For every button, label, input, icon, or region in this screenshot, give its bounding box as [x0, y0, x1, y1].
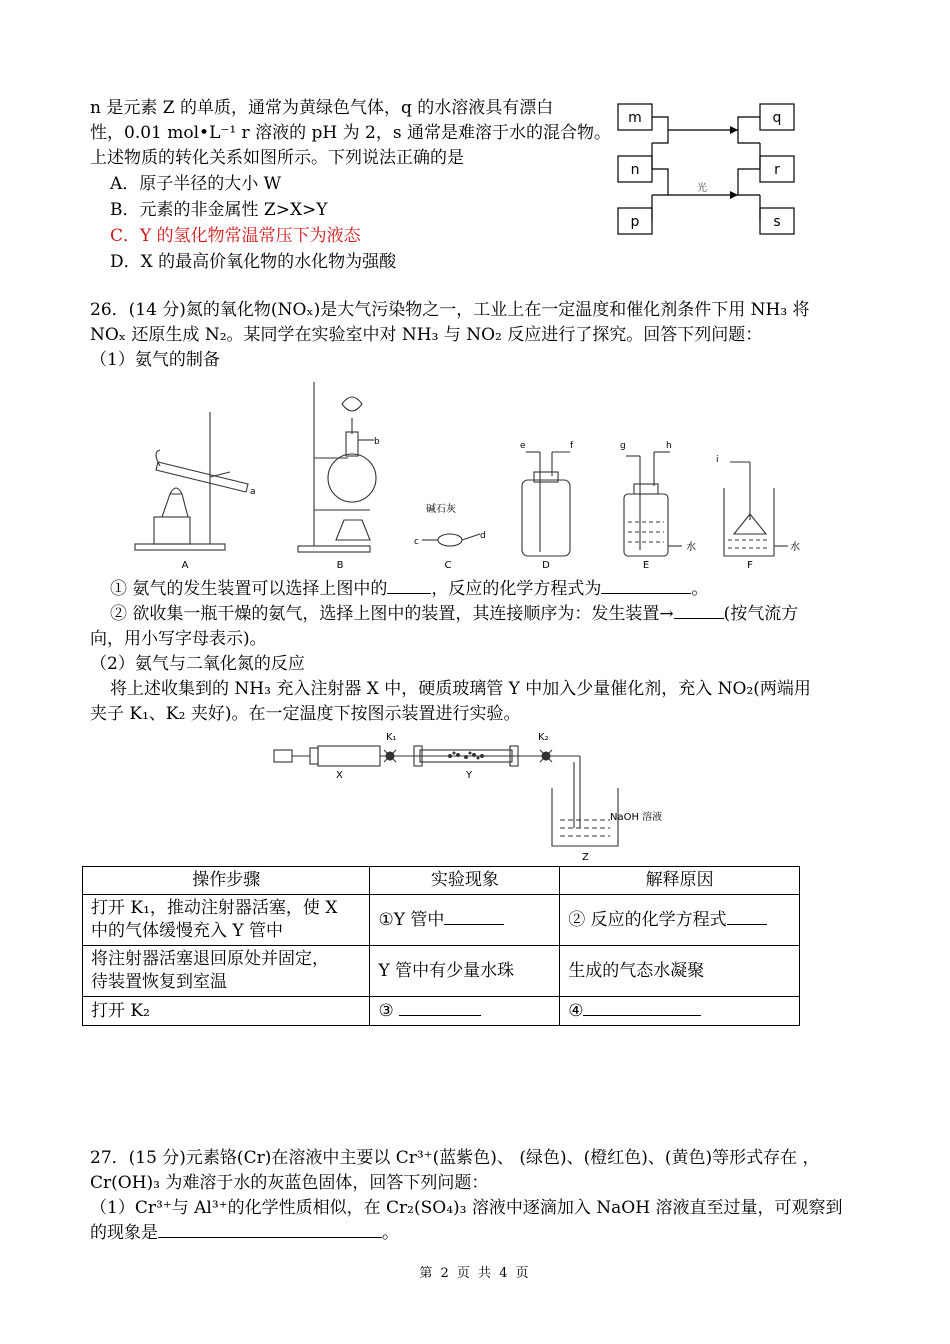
naoh-label: NaOH 溶液 [610, 812, 663, 823]
table-cell: 生成的气态水凝聚 [560, 946, 800, 997]
q26-s1b-text: ，反应的化学方程式为 [431, 579, 602, 599]
blank-1[interactable] [387, 577, 431, 594]
cell-text: ② 反应的化学方程式 [568, 910, 727, 930]
q27-line-4 [90, 1221, 399, 1245]
q27-line-4b-text: 。 [382, 1223, 399, 1243]
port-d: d [480, 531, 486, 541]
port-i: i [716, 455, 719, 465]
water-label-f: 水 [790, 542, 800, 553]
y-label: Y [466, 770, 473, 781]
blank-2[interactable] [601, 577, 691, 594]
water-label-e: 水 [686, 542, 696, 553]
table-cell [370, 895, 560, 946]
q27-line-1: 27．(15 分)元素铬(Cr)在溶液中主要以 Cr³⁺(蓝紫色)、 (绿色)、(橙红色)、(黄色)等形式存在 ， [90, 1148, 820, 1168]
q25-line-3: 上述物质的转化关系如图所示。下列说法正确的是 [90, 148, 464, 168]
q25-line-1: n 是元素 Z 的单质，通常为黄绿色气体，q 的水溶液具有漂白 [90, 98, 554, 118]
box-q: q [772, 110, 782, 126]
blank-5[interactable] [727, 908, 767, 925]
q26-s1-text: ① 氨气的发生装置可以选择上图中的 [110, 579, 388, 599]
x-label: X [336, 770, 343, 781]
table-header: 实验现象 [370, 867, 560, 895]
cell-text: ①Y 管中 [378, 910, 445, 930]
port-e: e [520, 441, 526, 451]
port-g: g [620, 441, 626, 451]
q27-line-3: （1）Cr³⁺与 Al³⁺的化学性质相似，在 Cr₂(SO₄)₃ 溶液中逐滴加入 NaOH 溶液直至过量，可观察到 [90, 1198, 843, 1218]
page-footer: 第 2 页 共 4 页 [419, 1266, 531, 1281]
q26-s2-text: ② 欲收集一瓶干燥的氨气，选择上图中的装置，其连接顺序为：发生装置→ [110, 604, 674, 624]
q26-s2c: 向，用小写字母表示)。 [90, 629, 267, 649]
cell-text: ③ [378, 1001, 394, 1021]
port-c: c [414, 537, 419, 547]
cell-text: 打开 K₁，推动注射器活塞，使 X [91, 898, 338, 918]
q26-part-2: （2）氨气与二氧化氮的反应 [90, 654, 305, 674]
box-s: s [773, 214, 781, 230]
q26-s2 [110, 602, 798, 626]
table-header: 解释原因 [560, 867, 800, 895]
table-cell [83, 946, 370, 997]
q25-option-d: D．X 的最高价氧化物的水化物为强酸 [110, 252, 397, 272]
soda-lime-label: 碱石灰 [426, 504, 456, 515]
q27-line-4-text: 的现象是 [90, 1223, 158, 1243]
q26-line-2: NOₓ 还原生成 N₂。某同学在实验室中对 NH₃ 与 NO₂ 反应进行了探究。回答下列问题： [90, 325, 763, 345]
table-cell: 打开 K₂ [83, 997, 370, 1026]
table-cell [560, 895, 800, 946]
q25-line-2: 性，0.01 mol•L⁻¹ r 溶液的 pH 为 2，s 通常是难溶于水的混合物。 [90, 123, 611, 143]
port-b: b [374, 437, 380, 447]
table-row [83, 997, 800, 1026]
table-cell [370, 997, 560, 1026]
table-row [83, 946, 800, 997]
q26-part-1: （1）氨气的制备 [90, 350, 220, 370]
q25-option-b: B．元素的非金属性 Z>X>Y [110, 200, 328, 220]
blank-4[interactable] [444, 908, 504, 925]
box-m: m [628, 110, 642, 126]
apparatus-figure [130, 372, 810, 572]
q26-s1c-text: 。 [691, 579, 709, 599]
reaction-setup-figure [270, 728, 690, 864]
blank-6[interactable] [399, 999, 481, 1016]
label-a: A [181, 560, 189, 571]
blank-8[interactable] [158, 1221, 382, 1238]
q26-p2-line-2: 夹子 K₁、K₂ 夹好)。在一定温度下按图示装置进行实验。 [90, 704, 521, 724]
table-cell [560, 997, 800, 1026]
q26-p2-line-1: 将上述收集到的 NH₃ 充入注射器 X 中，硬质玻璃管 Y 中加入少量催化剂，充入 NO₂(两端用 [110, 679, 811, 699]
box-r: r [774, 162, 780, 178]
q26-s1 [110, 577, 708, 601]
box-p: p [630, 214, 640, 230]
q25-option-a: A．原子半径的大小 W [110, 174, 282, 194]
box-n: n [630, 162, 640, 178]
transformation-diagram [612, 96, 802, 242]
operation-table [82, 866, 800, 1026]
light-label: 光 [697, 183, 707, 194]
port-h: h [666, 441, 672, 451]
label-e: E [642, 560, 650, 571]
table-header-row [83, 867, 800, 895]
cell-text: 将注射器活塞退回原处并固定， [91, 949, 329, 969]
table-row [83, 895, 800, 946]
label-f: F [747, 560, 753, 571]
k2-label: K₂ [538, 732, 549, 743]
cell-text: 中的气体缓慢充入 Y 管中 [91, 921, 284, 941]
table-cell: Y 管中有少量水珠 [370, 946, 560, 997]
k1-label: K₁ [386, 732, 397, 743]
port-f: f [570, 441, 574, 451]
z-label: Z [582, 852, 589, 863]
cell-text: 待装置恢复到室温 [91, 972, 227, 992]
label-c: C [444, 560, 452, 571]
q25-option-c: C．Y 的氢化物常温常压下为液态 [110, 226, 361, 246]
q26-line-1: 26．(14 分)氮的氧化物(NOₓ)是大气污染物之一，工业上在一定温度和催化剂条件下用 NH₃ 将 [90, 300, 810, 320]
table-cell [83, 895, 370, 946]
table-header: 操作步骤 [83, 867, 370, 895]
port-a: a [250, 487, 256, 497]
label-b: B [336, 560, 344, 571]
blank-3[interactable] [674, 602, 724, 619]
label-d: D [542, 560, 550, 571]
q27-line-2: Cr(OH)₃ 为难溶于水的灰蓝色固体，回答下列问题： [90, 1173, 489, 1193]
cell-text: ④ [568, 1001, 584, 1021]
q26-s2b-text: (按气流方 [723, 604, 799, 624]
blank-7[interactable] [583, 999, 701, 1016]
